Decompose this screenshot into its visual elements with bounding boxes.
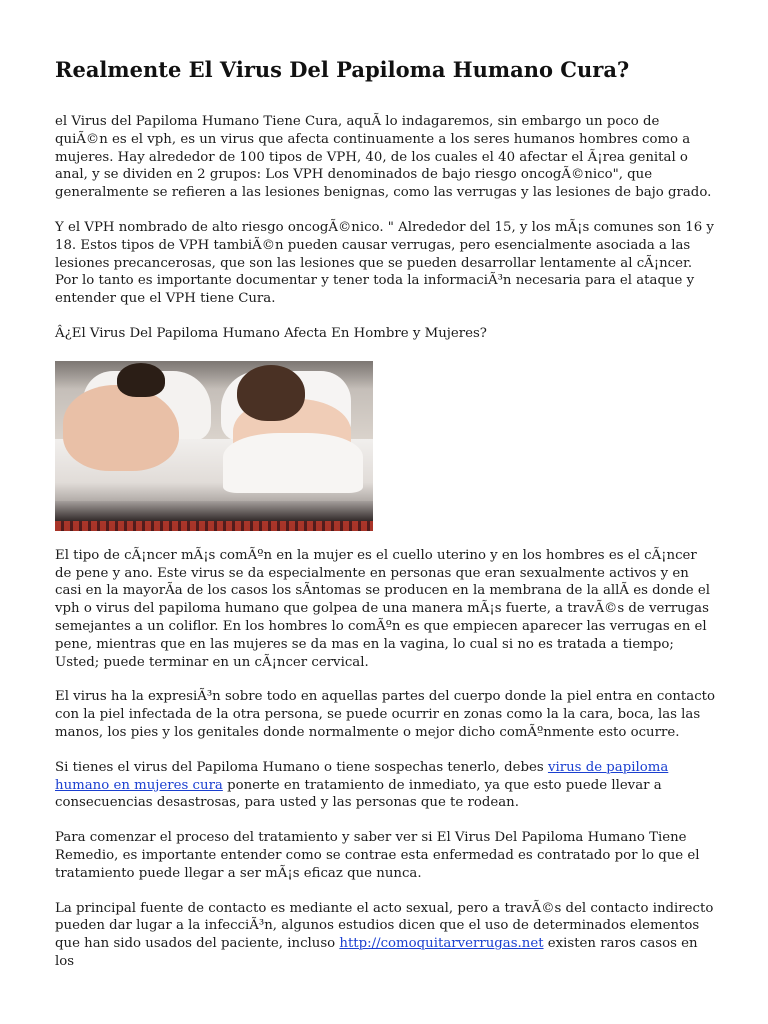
paragraph	[55, 900, 715, 971]
paragraph: Para comenzar el proceso del tratamiento y saber ver si El Virus Del Papiloma Humano Tiene Remedio, es importante entender como se contrae esta enfermedad es contratado por lo que el tratamiento puede llegar a ser mÃ¡s eficaz que nunca.	[55, 830, 700, 881]
paragraph-text: La principal fuente de contacto es mediante el acto sexual, pero a travÃ©s del contacto indirecto pueden dar lugar a la infecciÃ³n, algunos estudios dicen que el uso de determinados elementos que han sido usados del paciente, incluso	[55, 900, 714, 952]
paragraph: el Virus del Papiloma Humano Tiene Cura, aquÃ lo indagaremos, sin embargo un poco de quiÃ©n es el vph, es un virus que afecta continuamente a los seres humanos hombres como a mujeres. Hay alrededor de 100 tipos de VPH, 40, de los cuales el 40 afectar el Ã¡rea genital o anal, y se dividen en 2 grupos: Los VPH denominados de bajo riesgo oncogÃ©nico", que generalmente se refieren a las lesiones benignas, como las verrugas y las lesiones de bajo grado.	[55, 114, 712, 201]
paragraph-text: Si tienes el virus del Papiloma Humano o tiene sospechas tenerlo, debes	[55, 759, 548, 775]
section-question: Â¿El Virus Del Papiloma Humano Afecta En Hombre y Mujeres?	[55, 325, 487, 341]
paragraph-text: ponerte en tratamiento de inmediato, ya que esto puede llevar a consecuencias desastrosas, para usted y las personas que te rodean.	[55, 777, 662, 811]
hpv-women-cure-link[interactable]: virus de papiloma humano en mujeres cura	[55, 759, 669, 793]
comoquitarverrugas-link[interactable]: http://comoquitarverrugas.net	[339, 936, 544, 952]
paragraph: Y el VPH nombrado de alto riesgo oncogÃ©nico. " Alrededor del 15, y los mÃ¡s comunes son 16 y 18. Estos tipos de VPH tambiÃ©n pueden causar verrugas, pero esencialmente asociada a las lesiones precancerosas, que son las lesiones que se pueden desarrollar lentamente al cÃ¡ncer. Por lo tanto es importante documentar y tener toda la informaciÃ³n necesaria para el ataque y entender que el VPH tiene Cura.	[55, 219, 714, 307]
article-title: Realmente El Virus Del Papiloma Humano Cura?	[55, 57, 630, 82]
article-body	[55, 113, 715, 988]
paragraph-text: existen raros casos en los	[55, 936, 698, 969]
paragraph	[55, 759, 715, 812]
watermark-strip	[55, 521, 373, 531]
couple-in-bed-photo	[55, 361, 373, 531]
paragraph: El tipo de cÃ¡ncer mÃ¡s comÃºn en la mujer es el cuello uterino y en los hombres es el cÃ¡ncer de pene y ano. Este virus se da especialmente en personas que eran sexualmente activos y en casi en la mayorÃa de los casos los sÃntomas se producen en la membrana de la allÃ es donde el vph o virus del papiloma humano que golpea de una manera mÃ¡s fuerte, a travÃ©s de verrugas semejantes a un coliflor. En los hombres lo comÃºn es que empiecen aparecer las verrugas en el pene, mientras que en las mujeres se da mas en la vagina, lo cual si no es tratada a tiempo; Usted; puede terminar en un cÃ¡ncer cervical.	[55, 547, 710, 670]
paragraph: El virus ha la expresiÃ³n sobre todo en aquellas partes del cuerpo donde la piel entra en contacto con la piel infectada de la otra persona, se puede ocurrir en zonas como la la cara, boca, las las manos, los pies y los genitales donde normalmente o mejor dicho comÃºnmente esto ocurre.	[55, 689, 715, 740]
